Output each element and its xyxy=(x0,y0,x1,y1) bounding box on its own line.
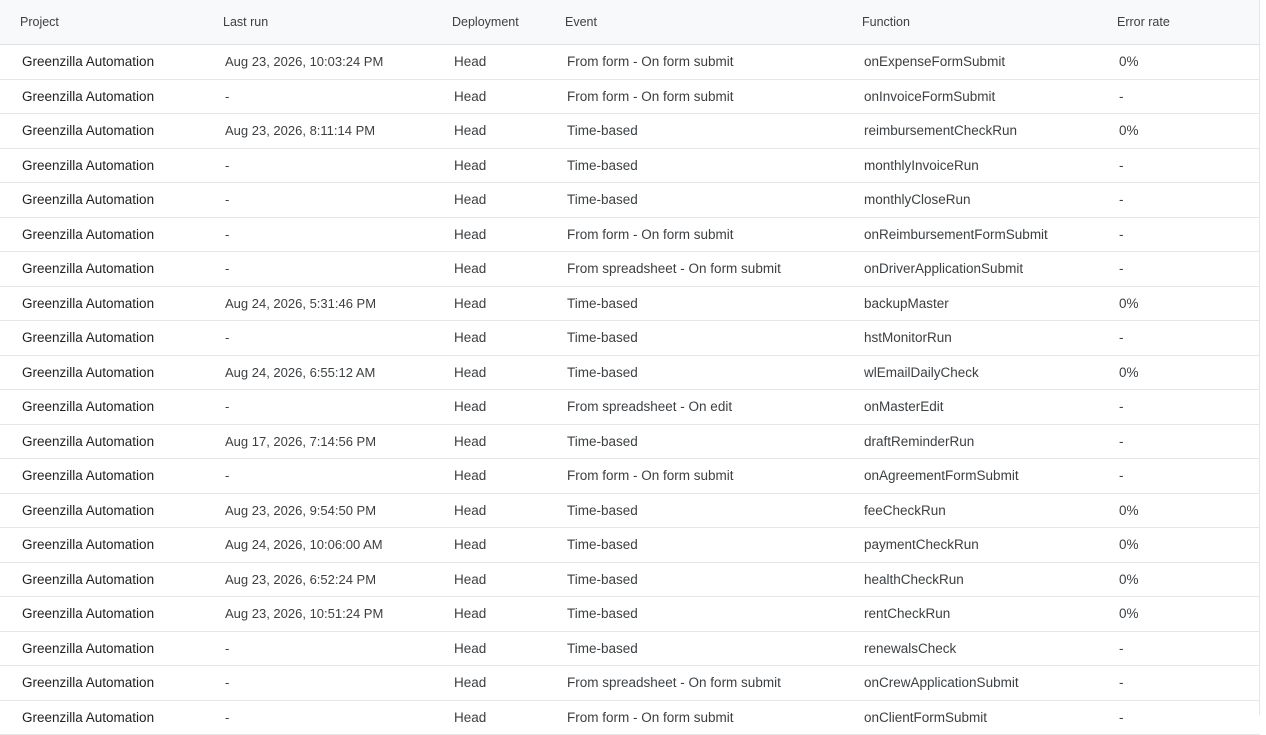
cell-event: From form - On form submit xyxy=(567,227,864,242)
cell-deployment: Head xyxy=(454,227,567,242)
cell-error-rate: - xyxy=(1119,227,1260,242)
cell-event: From spreadsheet - On form submit xyxy=(567,261,864,276)
table-row[interactable] xyxy=(0,356,1260,391)
cell-deployment: Head xyxy=(454,261,567,276)
cell-error-rate: - xyxy=(1119,468,1260,483)
cell-deployment: Head xyxy=(454,123,567,138)
table-row[interactable] xyxy=(0,287,1260,322)
table-row[interactable] xyxy=(0,563,1260,598)
cell-last-run: - xyxy=(225,158,454,173)
cell-project: Greenzilla Automation xyxy=(0,572,225,587)
table-row[interactable] xyxy=(0,528,1260,563)
cell-event: From spreadsheet - On edit xyxy=(567,399,864,414)
cell-project: Greenzilla Automation xyxy=(0,503,225,518)
cell-error-rate: - xyxy=(1119,158,1260,173)
cell-function: feeCheckRun xyxy=(864,503,1119,518)
cell-event: Time-based xyxy=(567,572,864,587)
cell-last-run: - xyxy=(225,89,454,104)
cell-deployment: Head xyxy=(454,399,567,414)
cell-event: Time-based xyxy=(567,192,864,207)
table-row[interactable] xyxy=(0,632,1260,667)
cell-function: monthlyCloseRun xyxy=(864,192,1119,207)
cell-project: Greenzilla Automation xyxy=(0,434,225,449)
cell-deployment: Head xyxy=(454,434,567,449)
cell-project: Greenzilla Automation xyxy=(0,261,225,276)
table-row[interactable] xyxy=(0,597,1260,632)
cell-last-run: Aug 23, 2026, 9:54:50 PM xyxy=(225,503,454,518)
cell-project: Greenzilla Automation xyxy=(0,54,225,69)
cell-event: Time-based xyxy=(567,296,864,311)
column-header-event[interactable]: Event xyxy=(565,15,862,29)
cell-error-rate: - xyxy=(1119,641,1260,656)
cell-deployment: Head xyxy=(454,158,567,173)
table-row[interactable] xyxy=(0,494,1260,529)
table-row[interactable] xyxy=(0,45,1260,80)
cell-event: From form - On form submit xyxy=(567,89,864,104)
table-body xyxy=(0,45,1260,735)
cell-error-rate: - xyxy=(1119,434,1260,449)
cell-event: From spreadsheet - On form submit xyxy=(567,675,864,690)
cell-function: hstMonitorRun xyxy=(864,330,1119,345)
cell-deployment: Head xyxy=(454,468,567,483)
cell-deployment: Head xyxy=(454,330,567,345)
cell-deployment: Head xyxy=(454,572,567,587)
cell-error-rate: 0% xyxy=(1119,54,1260,69)
cell-error-rate: - xyxy=(1119,192,1260,207)
cell-deployment: Head xyxy=(454,89,567,104)
cell-project: Greenzilla Automation xyxy=(0,123,225,138)
cell-project: Greenzilla Automation xyxy=(0,710,225,725)
table-row[interactable] xyxy=(0,183,1260,218)
cell-project: Greenzilla Automation xyxy=(0,227,225,242)
cell-last-run: Aug 23, 2026, 10:03:24 PM xyxy=(225,54,454,69)
cell-last-run: - xyxy=(225,261,454,276)
cell-event: Time-based xyxy=(567,123,864,138)
cell-error-rate: 0% xyxy=(1119,606,1260,621)
cell-deployment: Head xyxy=(454,192,567,207)
cell-function: onMasterEdit xyxy=(864,399,1119,414)
scrollbar-track[interactable] xyxy=(1259,0,1266,715)
cell-last-run: - xyxy=(225,675,454,690)
table-row[interactable] xyxy=(0,666,1260,701)
table-row[interactable] xyxy=(0,149,1260,184)
cell-error-rate: - xyxy=(1119,89,1260,104)
cell-project: Greenzilla Automation xyxy=(0,296,225,311)
cell-function: onReimbursementFormSubmit xyxy=(864,227,1119,242)
cell-deployment: Head xyxy=(454,675,567,690)
cell-function: paymentCheckRun xyxy=(864,537,1119,552)
table-row[interactable] xyxy=(0,218,1260,253)
column-header-last-run[interactable]: Last run xyxy=(223,15,452,29)
cell-event: Time-based xyxy=(567,434,864,449)
cell-project: Greenzilla Automation xyxy=(0,537,225,552)
cell-function: monthlyInvoiceRun xyxy=(864,158,1119,173)
cell-error-rate: - xyxy=(1119,330,1260,345)
cell-error-rate: 0% xyxy=(1119,503,1260,518)
cell-last-run: - xyxy=(225,710,454,725)
cell-error-rate: 0% xyxy=(1119,296,1260,311)
cell-event: Time-based xyxy=(567,606,864,621)
cell-project: Greenzilla Automation xyxy=(0,192,225,207)
cell-project: Greenzilla Automation xyxy=(0,89,225,104)
cell-project: Greenzilla Automation xyxy=(0,468,225,483)
cell-error-rate: - xyxy=(1119,710,1260,725)
cell-last-run: Aug 23, 2026, 6:52:24 PM xyxy=(225,572,454,587)
cell-event: Time-based xyxy=(567,330,864,345)
cell-last-run: - xyxy=(225,468,454,483)
cell-deployment: Head xyxy=(454,606,567,621)
cell-deployment: Head xyxy=(454,710,567,725)
cell-function: reimbursementCheckRun xyxy=(864,123,1119,138)
cell-event: From form - On form submit xyxy=(567,468,864,483)
cell-deployment: Head xyxy=(454,54,567,69)
column-header-error-rate[interactable]: Error rate xyxy=(1117,15,1258,29)
cell-event: Time-based xyxy=(567,365,864,380)
cell-project: Greenzilla Automation xyxy=(0,158,225,173)
cell-error-rate: - xyxy=(1119,675,1260,690)
cell-event: Time-based xyxy=(567,503,864,518)
cell-last-run: - xyxy=(225,641,454,656)
cell-last-run: Aug 23, 2026, 8:11:14 PM xyxy=(225,123,454,138)
cell-deployment: Head xyxy=(454,641,567,656)
cell-error-rate: 0% xyxy=(1119,365,1260,380)
cell-function: wlEmailDailyCheck xyxy=(864,365,1119,380)
column-header-deployment[interactable]: Deployment xyxy=(452,15,565,29)
cell-error-rate: - xyxy=(1119,399,1260,414)
cell-error-rate: 0% xyxy=(1119,123,1260,138)
cell-function: onExpenseFormSubmit xyxy=(864,54,1119,69)
table-row[interactable] xyxy=(0,80,1260,115)
table-row[interactable] xyxy=(0,459,1260,494)
cell-function: rentCheckRun xyxy=(864,606,1119,621)
column-header-project[interactable]: Project xyxy=(0,15,223,29)
cell-error-rate: 0% xyxy=(1119,572,1260,587)
cell-project: Greenzilla Automation xyxy=(0,641,225,656)
cell-last-run: Aug 24, 2026, 5:31:46 PM xyxy=(225,296,454,311)
column-header-function[interactable]: Function xyxy=(862,15,1117,29)
table-row[interactable] xyxy=(0,390,1260,425)
table-row[interactable] xyxy=(0,321,1260,356)
cell-deployment: Head xyxy=(454,365,567,380)
cell-project: Greenzilla Automation xyxy=(0,365,225,380)
cell-function: healthCheckRun xyxy=(864,572,1119,587)
cell-last-run: - xyxy=(225,227,454,242)
cell-event: From form - On form submit xyxy=(567,710,864,725)
cell-function: onAgreementFormSubmit xyxy=(864,468,1119,483)
table-row[interactable] xyxy=(0,701,1260,735)
cell-event: Time-based xyxy=(567,537,864,552)
table-row[interactable] xyxy=(0,114,1260,149)
table-header xyxy=(0,0,1260,45)
cell-function: draftReminderRun xyxy=(864,434,1119,449)
table-row[interactable] xyxy=(0,252,1260,287)
cell-deployment: Head xyxy=(454,296,567,311)
cell-event: From form - On form submit xyxy=(567,54,864,69)
cell-last-run: - xyxy=(225,330,454,345)
cell-event: Time-based xyxy=(567,158,864,173)
cell-last-run: Aug 24, 2026, 10:06:00 AM xyxy=(225,537,454,552)
cell-last-run: - xyxy=(225,192,454,207)
cell-deployment: Head xyxy=(454,503,567,518)
cell-last-run: - xyxy=(225,399,454,414)
cell-function: onClientFormSubmit xyxy=(864,710,1119,725)
cell-project: Greenzilla Automation xyxy=(0,606,225,621)
cell-project: Greenzilla Automation xyxy=(0,399,225,414)
cell-project: Greenzilla Automation xyxy=(0,330,225,345)
cell-function: onInvoiceFormSubmit xyxy=(864,89,1119,104)
cell-last-run: Aug 17, 2026, 7:14:56 PM xyxy=(225,434,454,449)
cell-function: onDriverApplicationSubmit xyxy=(864,261,1119,276)
cell-last-run: Aug 24, 2026, 6:55:12 AM xyxy=(225,365,454,380)
cell-error-rate: - xyxy=(1119,261,1260,276)
cell-project: Greenzilla Automation xyxy=(0,675,225,690)
cell-function: renewalsCheck xyxy=(864,641,1119,656)
cell-function: backupMaster xyxy=(864,296,1119,311)
cell-deployment: Head xyxy=(454,537,567,552)
cell-error-rate: 0% xyxy=(1119,537,1260,552)
cell-function: onCrewApplicationSubmit xyxy=(864,675,1119,690)
cell-event: Time-based xyxy=(567,641,864,656)
cell-last-run: Aug 23, 2026, 10:51:24 PM xyxy=(225,606,454,621)
table-row[interactable] xyxy=(0,425,1260,460)
